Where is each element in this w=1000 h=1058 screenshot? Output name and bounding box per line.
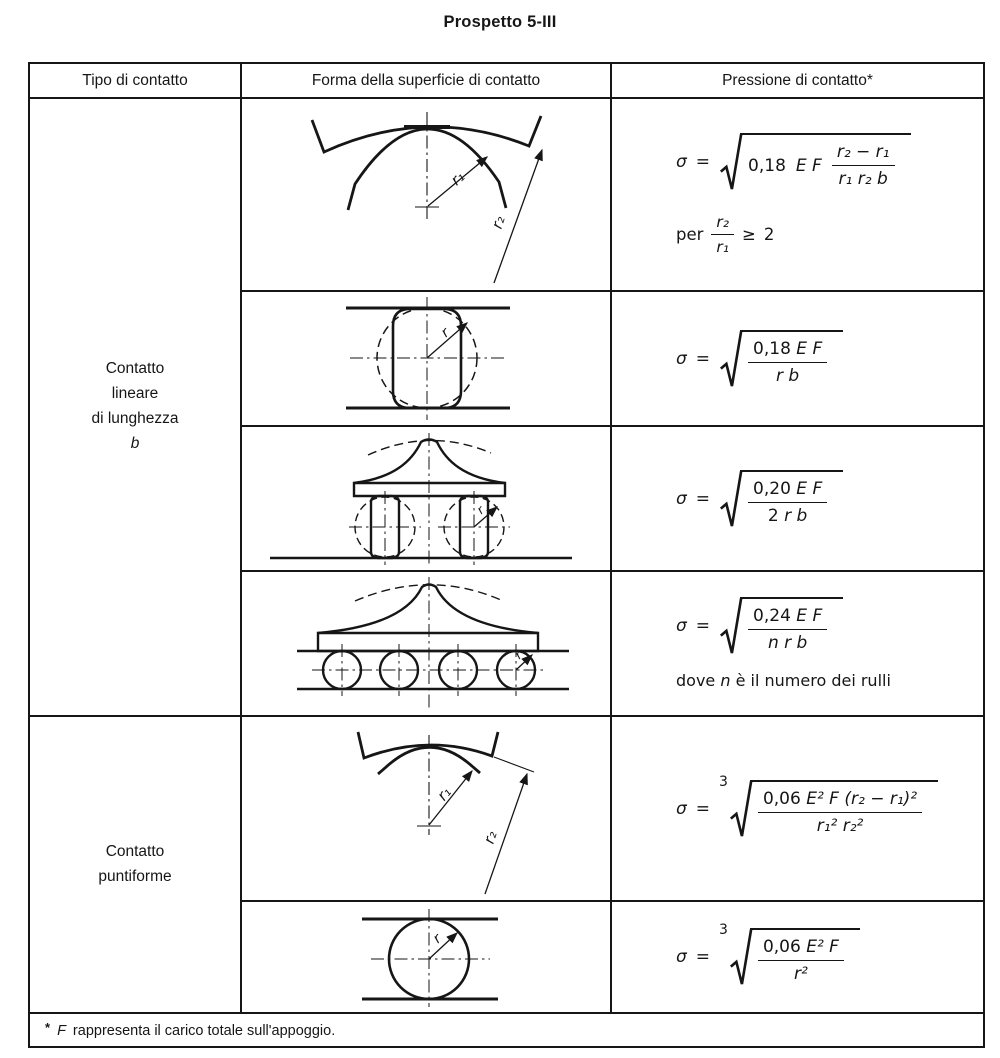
formula-1: σ = 0,18 E F $\frac{\text{r₂ − r₁}}{\text{r₁ r₂ b}}$ <box>676 133 983 191</box>
drawing-single-roller <box>242 292 612 427</box>
saddle-body <box>318 585 538 634</box>
page-title: Prospetto 5-III <box>443 13 557 31</box>
fraction: $\frac{\text{0,06 E² F}}{\text{r²}}$ <box>758 937 844 984</box>
r1-label: r₁ <box>447 167 469 189</box>
dimension-leader <box>494 757 534 772</box>
fraction: $\frac{\text{0,24 E F}}{\text{n r b}}$ <box>748 606 827 653</box>
footnote-variable: F <box>57 1023 66 1039</box>
fraction: $\frac{\text{0,18 E F}}{\text{r b}}$ <box>748 339 827 386</box>
row-group-label-contatto-puntiforme: Contatto puntiforme <box>30 717 242 1012</box>
root-index: 3 <box>719 922 728 938</box>
root-index: 3 <box>719 773 728 790</box>
formula-5: σ = 3 $\frac{\text{0,06 E² F (r₂ − r₁)²}}{\text{r₁² r₂²}}$ <box>676 780 983 838</box>
drawing-four-rollers-saddle <box>242 572 612 717</box>
outer-concave-surface <box>358 732 498 758</box>
r2-arrow <box>494 150 542 283</box>
formula-cell-4 <box>612 572 983 717</box>
formula-cell-3 <box>612 427 983 572</box>
drawing-linear-contact-curved <box>242 99 612 292</box>
four-roller-diagram <box>242 572 610 715</box>
point-contact-diagram <box>242 717 610 900</box>
formula-3: σ = $\frac{\text{0,20 E F}}{\text{2 r b}}$ <box>676 470 983 528</box>
fraction: $\frac{\text{0,20 E F}}{\text{2 r b}}$ <box>748 479 827 526</box>
condition-fraction: $\frac{\text{r₂}}{\text{r₁}}$ <box>711 213 734 256</box>
radical <box>719 330 843 388</box>
fraction: $\frac{\text{0,06 E² F (r₂ − r₁)²}}{\text{r₁² r₂²}}$ <box>758 789 922 836</box>
cube-radical <box>719 773 938 838</box>
roller-diagram <box>242 292 610 425</box>
r-label: r <box>512 647 525 662</box>
radical: 0,18 E F $\frac{\text{r₂ − r₁}}{\text{r₁ r₂ b}}$ <box>719 133 910 191</box>
radical <box>719 597 843 655</box>
drawing-sphere-between-plates <box>242 902 612 1012</box>
formula-1-condition: per $\frac{\text{r₂}}{\text{r₁}}$ ≥ 2 <box>676 213 775 256</box>
r2-label: r₂ <box>479 828 501 847</box>
r-label: r <box>474 502 487 517</box>
formula-4: σ = $\frac{\text{0,24 E F}}{\text{n r b}}$ <box>676 597 983 655</box>
r1-label: r₁ <box>433 783 455 805</box>
cube-radical <box>719 922 860 986</box>
footnote-text: rappresenta il carico totale sull'appoggio. <box>72 1023 336 1039</box>
footnote <box>30 1012 983 1046</box>
formula-cell-6 <box>612 902 983 1012</box>
saddle-dashed-arc <box>355 585 501 601</box>
formula-4-note: dove n è il numero dei rulli <box>676 671 891 690</box>
formula-cell-5 <box>612 717 983 902</box>
row-group-label-contatto-lineare: Contatto lineare di lunghezza b <box>30 99 242 717</box>
formula-cell-2 <box>612 292 983 427</box>
footnote-asterisk: * <box>45 1020 51 1035</box>
r2-label: r₂ <box>487 213 509 231</box>
fraction: $\frac{\text{r₂ − r₁}}{\text{r₁ r₂ b}}$ <box>832 142 895 189</box>
header-pressione-contatto: Pressione di contatto* <box>612 64 983 99</box>
drawing-point-contact-curved <box>242 717 612 902</box>
formula-cell-1 <box>612 99 983 292</box>
sphere-diagram <box>242 903 610 1011</box>
header-tipo-di-contatto: Tipo di contatto <box>30 64 242 99</box>
formula-6: σ = 3 $\frac{\text{0,06 E² F}}{\text{r²}}$ <box>676 928 983 986</box>
curved-surfaces-diagram <box>242 100 610 290</box>
prospetto-table <box>28 62 985 1048</box>
formula-2: σ = $\frac{\text{0,18 E F}}{\text{r b}}$ <box>676 330 983 388</box>
radical <box>719 470 843 528</box>
drawing-two-rollers-saddle <box>242 427 612 572</box>
two-roller-diagram <box>242 427 610 570</box>
saddle-plate <box>318 633 538 651</box>
header-forma-superficie: Forma della superficie di contatto <box>242 64 612 99</box>
r-label: r <box>438 324 453 341</box>
r-label: r <box>430 930 445 947</box>
